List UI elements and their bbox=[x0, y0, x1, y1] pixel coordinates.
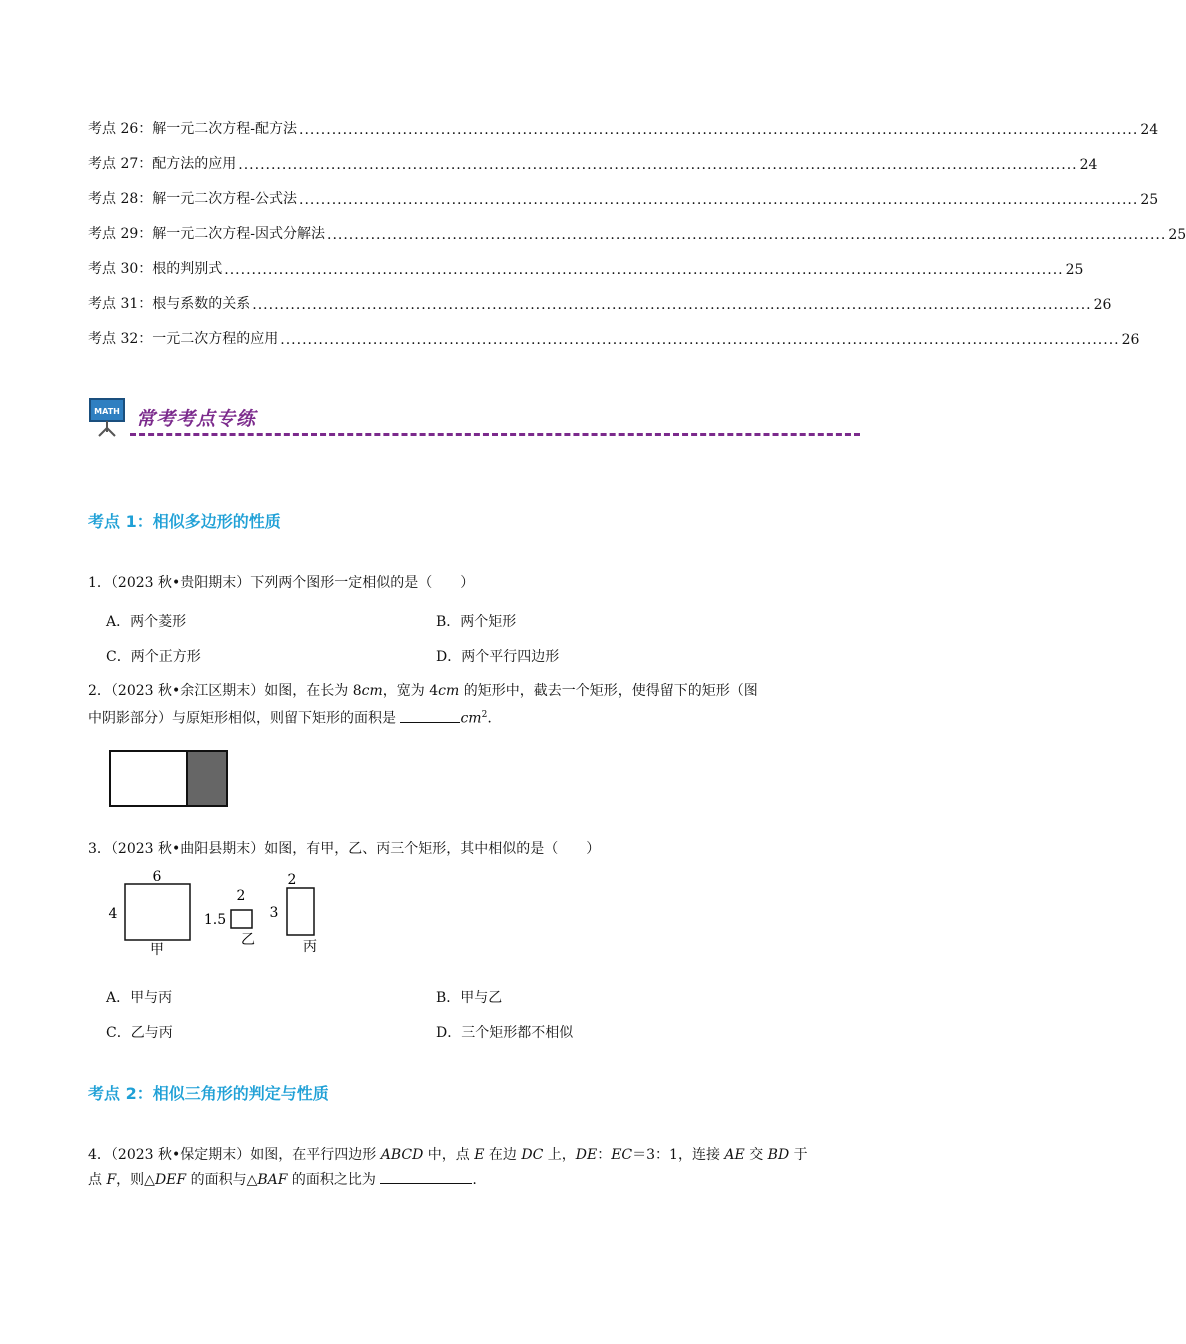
q2-width: 4 bbox=[429, 683, 439, 699]
toc-leader: .......................................................................................................................................................... bbox=[299, 192, 1139, 208]
q4-text: 于 bbox=[789, 1147, 808, 1163]
q4-text: 中，点 bbox=[423, 1147, 475, 1163]
q4-symbol: AE bbox=[724, 1147, 745, 1163]
toc-page: 25 bbox=[1065, 262, 1084, 278]
math-board-icon bbox=[88, 396, 128, 440]
toc-entry[interactable] bbox=[88, 151, 1098, 173]
toc-leader: .......................................................................................................................................................... bbox=[224, 262, 1064, 278]
toc-page: 25 bbox=[1168, 227, 1186, 243]
q4-text: ： bbox=[597, 1147, 612, 1163]
toc-label: 考点 29：解一元二次方程-因式分解法 bbox=[88, 226, 325, 242]
q4-symbol: DC bbox=[521, 1147, 544, 1163]
jia-width-label: 6 bbox=[152, 869, 162, 885]
q2-shaded-rectangle bbox=[187, 751, 227, 806]
q4-symbol: BAF bbox=[257, 1172, 288, 1188]
q4-text: . bbox=[472, 1172, 477, 1188]
jia-height-label: 4 bbox=[108, 906, 118, 922]
q4-text: 4．（2023 秋•保定期末）如图，在平行四边形 bbox=[88, 1147, 381, 1163]
rect-yi bbox=[231, 910, 252, 928]
banner-title: 常考考点专练 bbox=[136, 408, 257, 430]
yi-height-label: 1.5 bbox=[203, 912, 227, 928]
q1-option-b[interactable]: B．两个矩形 bbox=[436, 614, 517, 630]
bing-width-label: 2 bbox=[287, 872, 297, 888]
q4-symbol: ABCD bbox=[380, 1147, 424, 1163]
toc-page: 26 bbox=[1121, 332, 1140, 348]
q2-answer-unit: cm bbox=[460, 710, 482, 727]
jia-name-label: 甲 bbox=[150, 942, 164, 958]
bing-height-label: 3 bbox=[269, 905, 279, 921]
toc-page: 24 bbox=[1079, 157, 1098, 173]
toc-entry[interactable] bbox=[88, 116, 1159, 138]
q2-text: 中阴影部分）与原矩形相似，则留下矩形的面积是 bbox=[88, 710, 401, 727]
toc-page: 26 bbox=[1093, 297, 1112, 313]
q2-unit: cm bbox=[438, 683, 460, 699]
q1-option-d[interactable]: D．两个平行四边形 bbox=[436, 649, 560, 665]
q4-text: 点 bbox=[88, 1172, 107, 1188]
q4-text: 的面积与△ bbox=[186, 1172, 258, 1188]
q2-unit-exponent: 2 bbox=[481, 710, 488, 720]
toc-leader: .......................................................................................................................................................... bbox=[238, 157, 1078, 173]
section-heading-2: 考点 2：相似三角形的判定与性质 bbox=[88, 1084, 329, 1103]
toc-entry[interactable] bbox=[88, 221, 1186, 243]
q3-option-d[interactable]: D．三个矩形都不相似 bbox=[436, 1025, 574, 1041]
toc-entry[interactable] bbox=[88, 256, 1084, 278]
q4-symbol: E bbox=[474, 1147, 485, 1163]
q4-symbol: DE bbox=[575, 1147, 598, 1163]
toc-page: 24 bbox=[1140, 122, 1159, 138]
q3-option-a[interactable]: A．甲与丙 bbox=[106, 990, 173, 1006]
q3-figure bbox=[100, 866, 330, 962]
q2-answer-blank[interactable] bbox=[400, 706, 460, 723]
toc-label: 考点 30：根的判别式 bbox=[88, 261, 223, 277]
q2-text: 2．（2023 秋•余江区期末）如图，在长为 bbox=[88, 683, 353, 699]
q4-text: ＝3：1，连接 bbox=[632, 1147, 725, 1163]
toc-label: 考点 31：根与系数的关系 bbox=[88, 296, 251, 312]
toc-label: 考点 28：解一元二次方程-公式法 bbox=[88, 191, 297, 207]
q2-unit: cm bbox=[361, 683, 383, 699]
q4-text: 的面积之比为 bbox=[287, 1172, 381, 1188]
toc-label: 考点 26：解一元二次方程-配方法 bbox=[88, 121, 297, 137]
bing-name-label: 丙 bbox=[303, 939, 317, 955]
q4-answer-blank[interactable] bbox=[380, 1167, 472, 1184]
section-banner bbox=[88, 396, 863, 440]
q4-text: 交 bbox=[744, 1147, 768, 1163]
toc-leader: .......................................................................................................................................................... bbox=[327, 227, 1167, 243]
q3-option-b[interactable]: B．甲与乙 bbox=[436, 990, 503, 1006]
q1-option-c[interactable]: C．两个正方形 bbox=[106, 649, 201, 665]
toc-label: 考点 27：配方法的应用 bbox=[88, 156, 237, 172]
q2-figure bbox=[109, 750, 229, 808]
q2-text: ，宽为 bbox=[382, 683, 430, 699]
rect-jia bbox=[125, 884, 190, 940]
toc-entry[interactable] bbox=[88, 326, 1140, 348]
yi-width-label: 2 bbox=[236, 888, 246, 904]
q2-length: 8 bbox=[352, 683, 362, 699]
toc-entry[interactable] bbox=[88, 186, 1159, 208]
question-4 bbox=[88, 1143, 868, 1192]
q2-text: . bbox=[487, 710, 492, 727]
q4-symbol: F bbox=[106, 1172, 117, 1188]
math-icon-label: MATH bbox=[94, 407, 120, 416]
q4-text: ，则△ bbox=[116, 1172, 155, 1188]
question-3: 3．（2023 秋•曲阳县期末）如图，有甲，乙、丙三个矩形，其中相似的是（ ） bbox=[88, 841, 601, 857]
rect-bing bbox=[287, 888, 314, 935]
toc-label: 考点 32：一元二次方程的应用 bbox=[88, 331, 279, 347]
toc-entry[interactable] bbox=[88, 291, 1112, 313]
toc-leader: .......................................................................................................................................................... bbox=[299, 122, 1139, 138]
q2-text: 的矩形中，截去一个矩形，使得留下的矩形（图 bbox=[459, 683, 758, 699]
q4-symbol: BD bbox=[767, 1147, 790, 1163]
banner-divider bbox=[130, 433, 860, 436]
q1-option-a[interactable]: A．两个菱形 bbox=[106, 614, 187, 630]
question-1: 1．（2023 秋•贵阳期末）下列两个图形一定相似的是（ ） bbox=[88, 575, 475, 591]
q4-symbol: DEF bbox=[154, 1172, 187, 1188]
q4-symbol: EC bbox=[611, 1147, 633, 1163]
yi-name-label: 乙 bbox=[241, 932, 255, 948]
section-heading-1: 考点 1：相似多边形的性质 bbox=[88, 512, 281, 531]
question-2 bbox=[88, 679, 868, 731]
toc-leader: .......................................................................................................................................................... bbox=[280, 332, 1120, 348]
toc-leader: .......................................................................................................................................................... bbox=[252, 297, 1092, 313]
q3-option-c[interactable]: C．乙与丙 bbox=[106, 1025, 173, 1041]
toc-page: 25 bbox=[1140, 192, 1159, 208]
q4-text: 上， bbox=[543, 1147, 576, 1163]
q4-text: 在边 bbox=[484, 1147, 522, 1163]
